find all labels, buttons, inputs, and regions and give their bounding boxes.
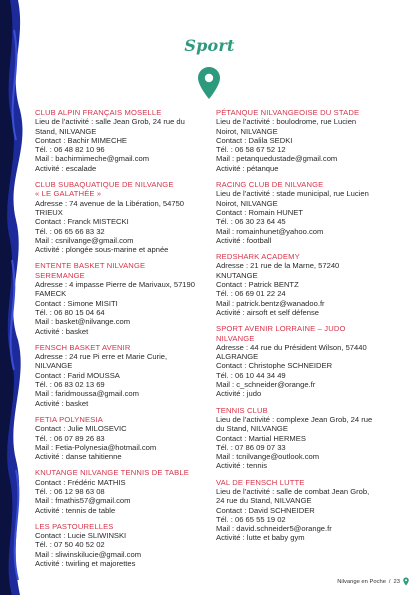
club-entry	[216, 478, 396, 543]
club-name: « LE GALATHÉE »	[35, 189, 102, 199]
club-entry	[35, 108, 215, 173]
club-detail-line: Activité : pétanque	[216, 163, 279, 173]
club-detail-line: Activité : plongée sous-marine et apnée	[35, 245, 169, 255]
club-detail-line: Contact : Frédéric MATHIS	[35, 477, 126, 487]
club-detail-line: Noirot, NILVANGE	[216, 126, 278, 136]
club-detail-line: Mail : fmathis57@gmail.com	[35, 496, 131, 506]
club-detail-line: Contact : Bachir MIMECHE	[35, 135, 127, 145]
club-detail-line: Mail : tcnilvange@outlook.com	[216, 452, 320, 462]
club-detail-line: Activité : twirling et majorettes	[35, 559, 136, 569]
club-detail-line: Contact : Dalila SEDKI	[216, 135, 293, 145]
club-detail-line: Tél. : 06 83 02 13 69	[35, 380, 105, 390]
club-detail-line: Mail : basket@nilvange.com	[35, 317, 131, 327]
club-detail-line: Adresse : 24 rue Pi erre et Marie Curie,	[35, 352, 168, 362]
club-detail-line: Contact : Julie MILOSEVIC	[35, 424, 127, 434]
club-name: SEREMANGE	[35, 270, 85, 280]
club-name: VAL DE FENSCH LUTTE	[216, 477, 305, 487]
club-entry	[35, 343, 215, 408]
club-detail-line: Mail : bachirmimeche@gmail.com	[35, 154, 150, 164]
club-detail-line: Mail : petanquedustade@gmail.com	[216, 154, 338, 164]
club-entry	[216, 324, 396, 398]
club-detail-line: Tél. : 06 58 67 52 12	[216, 145, 286, 155]
club-detail-line: ALGRANGE	[216, 352, 259, 362]
footer-publication: Nilvange en Poche	[337, 578, 386, 585]
club-detail-line: Adresse : 4 impasse Pierre de Marivaux, 57190	[35, 280, 195, 290]
club-detail-line: Activité : danse tahitienne	[35, 452, 122, 462]
club-entry	[35, 522, 215, 568]
club-detail-line: NILVANGE	[35, 361, 73, 371]
club-detail-line: Tél. : 06 07 89 26 83	[35, 433, 105, 443]
club-name: ENTENTE BASKET NILVANGE	[35, 261, 146, 271]
club-name: CLUB SUBAQUATIQUE DE NILVANGE	[35, 180, 174, 190]
club-detail-line: Lieu de l’activité : boulodrome, rue Lucien	[216, 117, 357, 127]
club-detail-line: Mail : Fetia-Polynesia@hotmail.com	[35, 442, 157, 452]
club-detail-line: Contact : Romain HUNET	[216, 207, 303, 217]
club-name: NILVANGE	[216, 333, 255, 343]
club-detail-line: Mail : david.schneider5@orange.fr	[216, 524, 332, 534]
club-detail-line: Activité : judo	[216, 389, 262, 399]
club-detail-line: Lieu de l’activité : complexe Jean Grob, 24 rue	[216, 414, 373, 424]
club-detail-line: Lieu de l’activité : salle de combat Jean Grob,	[216, 486, 370, 496]
club-detail-line: Tél. : 06 65 55 19 02	[216, 514, 286, 524]
location-pin-icon	[403, 577, 409, 586]
right-column	[216, 108, 396, 550]
club-entry	[216, 252, 396, 317]
club-entry	[35, 415, 215, 461]
club-detail-line: Activité : escalade	[35, 163, 97, 173]
page-title: Sport	[184, 36, 235, 55]
club-detail-line: Tél. : 06 65 66 83 32	[35, 226, 105, 236]
club-detail-line: Contact : Farid MOUSSA	[35, 370, 120, 380]
club-detail-line: Activité : basket	[35, 398, 89, 408]
club-entry	[216, 406, 396, 471]
club-name: FENSCH BASKET AVENIR	[35, 342, 131, 352]
club-detail-line: Mail : patrick.bentz@wanadoo.fr	[216, 298, 325, 308]
club-entry	[216, 180, 396, 245]
club-detail-line: Noirot, NILVANGE	[216, 198, 278, 208]
club-detail-line: Tél. : 06 10 44 34 49	[216, 370, 286, 380]
club-detail-line: Contact : Christophe SCHNEIDER	[216, 361, 333, 371]
page-footer	[337, 577, 409, 586]
club-detail-line: Adresse : 21 rue de la Marne, 57240	[216, 261, 340, 271]
club-detail-line: TRIEUX	[35, 207, 63, 217]
club-detail-line: Tél. : 06 80 15 04 64	[35, 307, 105, 317]
club-name: SPORT AVENIR LORRAINE – JUDO	[216, 324, 346, 334]
club-entry	[35, 468, 215, 514]
footer-separator: /	[388, 578, 391, 585]
club-detail-line: Tél. : 06 12 98 63 08	[35, 486, 105, 496]
club-name: RACING CLUB DE NILVANGE	[216, 180, 324, 190]
club-detail-line: Activité : tennis de table	[35, 505, 116, 515]
club-detail-line: Contact : David SCHNEIDER	[216, 505, 315, 515]
club-detail-line: Activité : lutte et baby gym	[216, 533, 305, 543]
club-detail-line: Activité : football	[216, 235, 272, 245]
club-detail-line: Tél. : 06 30 23 64 45	[216, 217, 286, 227]
club-detail-line: Tél. : 07 50 40 52 02	[35, 540, 105, 550]
club-name: CLUB ALPIN FRANÇAIS MOSELLE	[35, 108, 162, 117]
club-detail-line: Activité : basket	[35, 326, 89, 336]
club-name: FETIA POLYNESIA	[35, 414, 103, 424]
club-detail-line: Contact : Martial HERMES	[216, 433, 306, 443]
club-detail-line: Mail : csnilvange@gmail.com	[35, 235, 134, 245]
club-entry	[216, 108, 396, 173]
club-detail-line: Contact : Simone MISITI	[35, 298, 118, 308]
club-detail-line: KNUTANGE	[216, 270, 258, 280]
club-detail-line: Stand, NILVANGE	[35, 126, 97, 136]
location-pin-icon	[197, 66, 221, 100]
club-name: PÉTANQUE NILVANGEOISE DU STADE	[216, 108, 360, 117]
club-detail-line: Tél. : 06 48 82 10 96	[35, 145, 105, 155]
club-detail-line: Lieu de l’activité : salle Jean Grob, 24 rue du	[35, 117, 185, 127]
club-detail-line: du Stand, NILVANGE	[216, 424, 288, 434]
club-detail-line: Lieu de l’activité : stade municipal, rue Lucien	[216, 189, 369, 199]
footer-page-number: 23	[393, 578, 400, 585]
club-detail-line: Contact : Franck MISTECKI	[35, 217, 129, 227]
club-detail-line: FAMECK	[35, 289, 67, 299]
club-name: REDSHARK ACADEMY	[216, 252, 300, 262]
club-detail-line: Tél. : 06 69 01 22 24	[216, 289, 286, 299]
club-detail-line: Mail : faridmoussa@gmail.com	[35, 389, 139, 399]
club-detail-line: Contact : Patrick BENTZ	[216, 280, 299, 290]
decorative-wave-border	[0, 0, 30, 595]
club-entry	[35, 180, 215, 254]
club-name: TENNIS CLUB	[216, 405, 268, 415]
club-detail-line: Activité : airsoft et self défense	[216, 307, 319, 317]
club-detail-line: Tél. : 07 86 09 07 33	[216, 442, 286, 452]
club-detail-line: Adresse : 44 rue du Président Wilson, 57440	[216, 342, 367, 352]
club-detail-line: Mail : c_schneider@orange.fr	[216, 380, 316, 390]
club-detail-line: Mail : sliwinskilucie@gmail.com	[35, 549, 142, 559]
club-detail-line: Contact : Lucie SLIWINSKI	[35, 531, 127, 541]
club-detail-line: Activité : tennis	[216, 461, 268, 471]
club-detail-line: Adresse : 74 avenue de la Libération, 54750	[35, 198, 185, 208]
club-name: LES PASTOURELLES	[35, 521, 114, 531]
club-entry	[35, 261, 215, 335]
club-detail-line: Mail : romainhunet@yahoo.com	[216, 226, 324, 236]
left-column	[35, 108, 215, 575]
club-detail-line: 24 rue du Stand, NILVANGE	[216, 496, 312, 506]
club-name: KNUTANGE NILVANGE TENNIS DE TABLE	[35, 468, 189, 478]
